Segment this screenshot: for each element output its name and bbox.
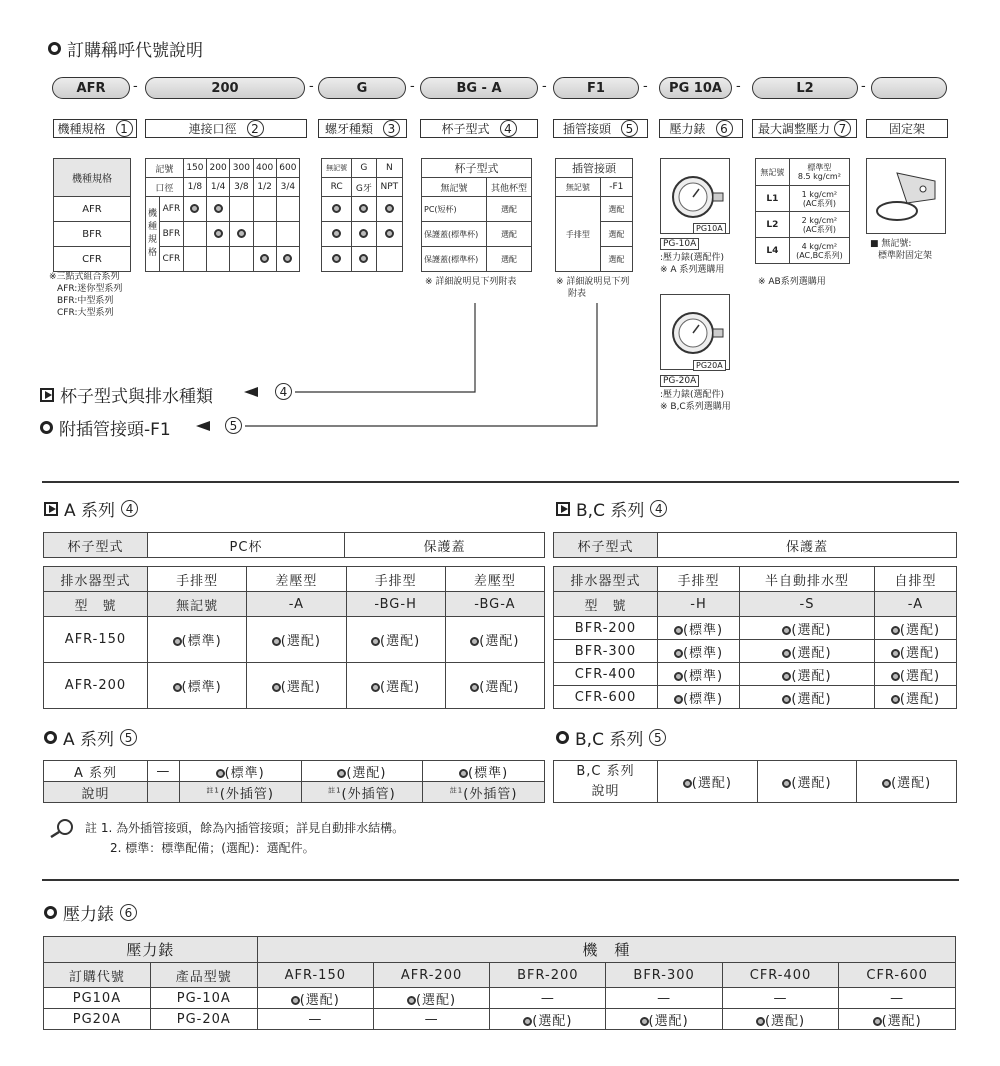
table-cell: — bbox=[148, 761, 180, 782]
table-cell: (選配) bbox=[299, 992, 340, 1008]
table-cell: (選配) bbox=[346, 765, 387, 781]
fitting-cell: 選配 bbox=[600, 197, 632, 222]
port-cell: 1/4 bbox=[207, 178, 230, 197]
table-header: 手排型 bbox=[148, 567, 247, 592]
note-line: ※ A 系列選購用 bbox=[660, 265, 725, 275]
bowl-title: 杯子型式 bbox=[422, 159, 532, 178]
dot-icon bbox=[674, 672, 683, 681]
table-header: 型 號 bbox=[44, 592, 148, 617]
table-cell: (外插管) bbox=[341, 786, 396, 802]
pressure-code: L1 bbox=[756, 186, 790, 212]
table-cell: (標準) bbox=[682, 645, 724, 661]
dot-icon bbox=[371, 637, 380, 646]
dot-icon bbox=[882, 779, 891, 788]
dot-icon bbox=[523, 1017, 532, 1026]
code-pill-gauge: PG 10A bbox=[659, 77, 732, 99]
table-header: 機 種 bbox=[257, 937, 955, 963]
note-line: ※ 詳細說明見下列 bbox=[556, 277, 630, 287]
port-cell: 300 bbox=[230, 159, 253, 178]
gauge-pg20a-tag: PG-20A bbox=[660, 375, 699, 387]
series-a5-title bbox=[44, 725, 137, 750]
dot-icon bbox=[674, 695, 683, 704]
table-cell: — bbox=[373, 1009, 489, 1030]
table-cell: BFR-300 bbox=[554, 640, 658, 663]
label-number: 1 bbox=[116, 120, 133, 137]
note-line: 附表 bbox=[568, 289, 587, 299]
table-header: CFR-400 bbox=[722, 963, 839, 988]
note-line: BFR:中型系列 bbox=[57, 296, 114, 306]
dot-icon bbox=[891, 672, 900, 681]
section-number: 4 bbox=[121, 500, 138, 517]
code-pill-pressure: L2 bbox=[752, 77, 858, 99]
model-header: 機種規格 bbox=[54, 159, 131, 197]
circle-bullet-icon bbox=[40, 421, 53, 434]
note-line: :壓力錶(選配件) bbox=[660, 390, 725, 400]
table-header: 訂購代號 bbox=[44, 963, 151, 988]
model-cell: CFR bbox=[54, 247, 131, 272]
table-header: -A bbox=[247, 592, 346, 617]
table-header: 手排型 bbox=[346, 567, 445, 592]
table-cell: (標準) bbox=[181, 680, 222, 695]
label-text: 壓力錶 bbox=[669, 122, 706, 136]
label-text: 最大調整壓力 bbox=[757, 122, 830, 136]
thread-cell: RC bbox=[322, 178, 352, 197]
series-a4-table bbox=[43, 566, 545, 709]
thread-cell: 無記號 bbox=[322, 159, 352, 178]
table-header: 半自動排水型 bbox=[740, 567, 875, 592]
series-a5-table bbox=[43, 760, 545, 803]
dot-icon bbox=[756, 1017, 765, 1026]
series-bc5-title bbox=[556, 725, 666, 750]
table-cell: PG-10A bbox=[150, 988, 257, 1009]
page-title: 訂購稱呼代號說明 bbox=[67, 41, 203, 61]
code-pill-model: AFR bbox=[52, 77, 130, 99]
dot-icon bbox=[674, 649, 683, 658]
dash: - bbox=[643, 79, 648, 94]
fitting-side: 手排型 bbox=[556, 197, 601, 272]
table-header: AFR-200 bbox=[373, 963, 489, 988]
code-pill-thread: G bbox=[318, 77, 406, 99]
series-bc4-table bbox=[553, 566, 957, 709]
divider bbox=[42, 879, 959, 881]
table-cell: — bbox=[839, 988, 956, 1009]
section-title: A 系列 bbox=[63, 730, 115, 750]
table-cell: BFR-200 bbox=[554, 617, 658, 640]
table-header: BFR-200 bbox=[490, 963, 606, 988]
table-header: 自排型 bbox=[874, 567, 956, 592]
table-header: -BG-H bbox=[346, 592, 445, 617]
pressure-code: L4 bbox=[756, 238, 790, 264]
section-number: 5 bbox=[649, 729, 666, 746]
table-cell: (標準) bbox=[682, 668, 724, 684]
table-cell: (選配) bbox=[380, 634, 421, 649]
label-number: 6 bbox=[716, 120, 733, 137]
note-line: 註 1. 為外插管接頭，餘為內插管接頭；詳見自動排水結構。 bbox=[85, 821, 405, 835]
table-cell bbox=[148, 782, 180, 803]
table-cell: (外插管) bbox=[219, 786, 274, 802]
table-cell: (選配) bbox=[881, 1013, 922, 1029]
footnote-mark: 註1 bbox=[449, 786, 464, 795]
dot-icon bbox=[173, 683, 182, 692]
dot-icon bbox=[891, 626, 900, 635]
table-header: -S bbox=[740, 592, 875, 617]
port-cell: 600 bbox=[276, 159, 299, 178]
table-header: BFR-300 bbox=[606, 963, 722, 988]
table-cell: (選配) bbox=[899, 645, 941, 661]
table-row bbox=[44, 1009, 956, 1030]
table-cell: B,C 系列 bbox=[576, 763, 635, 779]
table-cell: (選配) bbox=[280, 634, 321, 649]
dash: - bbox=[736, 79, 741, 94]
table-cell: (選配) bbox=[479, 680, 520, 695]
table-cell: A 系列 bbox=[44, 761, 148, 782]
table-cell: PG-20A bbox=[150, 1009, 257, 1030]
table-cell: PG10A bbox=[44, 988, 151, 1009]
port-row-label: BFR bbox=[160, 222, 184, 247]
table-cell: (選配) bbox=[891, 776, 932, 791]
dot-icon bbox=[371, 683, 380, 692]
table-cell: (選配) bbox=[791, 645, 832, 661]
table-header: 產品型號 bbox=[150, 963, 257, 988]
table-cell: (選配) bbox=[280, 680, 321, 695]
dot-icon bbox=[683, 779, 692, 788]
triangle-bullet-icon bbox=[44, 502, 58, 516]
pressure-cell: 8.5 kg/cm² bbox=[797, 172, 841, 181]
table-header: -A bbox=[874, 592, 956, 617]
table-cell: — bbox=[606, 988, 722, 1009]
note-line: CFR:大型系列 bbox=[57, 308, 114, 318]
dot-icon bbox=[470, 683, 479, 692]
link-fitting bbox=[40, 415, 171, 440]
dot-icon bbox=[337, 769, 346, 778]
section-title: B,C 系列 bbox=[575, 730, 644, 750]
note-line: ※ B,C系列選購用 bbox=[660, 402, 731, 412]
port-cell: 口徑 bbox=[146, 178, 184, 197]
dot-icon bbox=[407, 996, 416, 1005]
table-header: -H bbox=[658, 592, 740, 617]
table-header: CFR-600 bbox=[839, 963, 956, 988]
bowl-cell: 選配 bbox=[487, 247, 532, 272]
dot-icon bbox=[891, 695, 900, 704]
fitting-cell: 選配 bbox=[600, 222, 632, 247]
dash: - bbox=[861, 79, 866, 94]
table-header: 無記號 bbox=[148, 592, 247, 617]
link-bowl-drain bbox=[40, 382, 213, 407]
fitting-cell: -F1 bbox=[600, 178, 632, 197]
pressure-cell: (AC系列) bbox=[802, 198, 836, 208]
link-title: 杯子型式與排水種類 bbox=[60, 387, 213, 407]
bowl-cell: 保護蓋(標準杯) bbox=[422, 247, 487, 272]
connector-lines bbox=[0, 0, 1000, 440]
footnotes bbox=[47, 818, 404, 858]
fitting-cell: 選配 bbox=[600, 247, 632, 272]
table-header: 差壓型 bbox=[247, 567, 346, 592]
table-header: 排水器型式 bbox=[554, 567, 658, 592]
series-a4-top-table bbox=[43, 532, 545, 558]
label-number: 5 bbox=[621, 120, 638, 137]
link-number: 5 bbox=[225, 417, 242, 434]
table-cell: (標準) bbox=[468, 765, 509, 781]
table-row bbox=[554, 686, 957, 709]
bowl-cell: PC(短杯) bbox=[422, 197, 487, 222]
fitting-cell: 無記號 bbox=[556, 178, 601, 197]
dash: - bbox=[133, 79, 138, 94]
thread-cell: N bbox=[376, 159, 402, 178]
pressure-cell: 2 kg/cm² bbox=[801, 215, 838, 225]
note-line: ■ 無記號: bbox=[870, 239, 912, 249]
port-cell: 1/2 bbox=[253, 178, 276, 197]
dot-icon bbox=[216, 769, 225, 778]
series-a4-title bbox=[44, 496, 138, 521]
link-title: 附插管接頭-F1 bbox=[59, 420, 171, 440]
table-header: 差壓型 bbox=[445, 567, 544, 592]
table-cell: (選配) bbox=[532, 1013, 573, 1029]
footnote-mark: 註1 bbox=[206, 786, 220, 795]
series-bc5-table bbox=[553, 760, 957, 803]
table-cell: (選配) bbox=[899, 691, 941, 707]
dot-icon bbox=[873, 1017, 882, 1026]
pressure-cell: 標準型 bbox=[807, 163, 832, 172]
dot-icon bbox=[674, 626, 683, 635]
label-number: 2 bbox=[247, 120, 264, 137]
table-cell: (選配) bbox=[791, 691, 832, 707]
section-title: A 系列 bbox=[64, 501, 116, 521]
pressure-cell: 無記號 bbox=[756, 159, 790, 186]
table-cell: CFR-600 bbox=[554, 686, 658, 709]
gauge-pg20a-caption: PG20A bbox=[693, 360, 726, 371]
fitting-title: 插管接頭 bbox=[556, 159, 633, 178]
bowl-cell: 選配 bbox=[487, 222, 532, 247]
table-cell: (選配) bbox=[764, 1013, 806, 1029]
label-number: 4 bbox=[500, 120, 517, 137]
table-cell: (外插管) bbox=[463, 786, 518, 802]
series-bc4-title bbox=[556, 496, 667, 521]
section-title: 壓力錶 bbox=[63, 905, 114, 925]
note-line: 標準附固定架 bbox=[878, 251, 933, 261]
dot-icon bbox=[272, 637, 281, 646]
table-header: AFR-150 bbox=[257, 963, 373, 988]
dot-icon bbox=[173, 637, 182, 646]
table-cell: (選配) bbox=[479, 634, 520, 649]
bowl-cell: 選配 bbox=[487, 197, 532, 222]
table-row bbox=[44, 617, 545, 663]
gauge-table bbox=[43, 936, 956, 1030]
table-cell: (選配) bbox=[380, 680, 421, 695]
section-number: 6 bbox=[120, 904, 137, 921]
label-number: 3 bbox=[383, 120, 400, 137]
port-cell: 400 bbox=[253, 159, 276, 178]
dash: - bbox=[410, 79, 415, 94]
table-cell: (標準) bbox=[224, 765, 265, 781]
table-cell: 杯子型式 bbox=[44, 533, 148, 558]
triangle-bullet-icon bbox=[556, 502, 570, 516]
dash: - bbox=[309, 79, 314, 94]
table-cell: (選配) bbox=[899, 622, 941, 638]
section-number: 5 bbox=[120, 729, 137, 746]
dot-icon bbox=[291, 996, 300, 1005]
pressure-cell: (AC,BC系列) bbox=[796, 250, 843, 260]
port-cell: 3/8 bbox=[230, 178, 253, 197]
port-cell: 1/8 bbox=[183, 178, 206, 197]
table-cell: — bbox=[722, 988, 839, 1009]
note-line: ※三點式組合系列 bbox=[49, 272, 120, 282]
table-cell: AFR-200 bbox=[44, 663, 148, 709]
table-cell: 杯子型式 bbox=[554, 533, 658, 558]
table-cell: (選配) bbox=[691, 776, 732, 791]
pressure-note: ※ AB系列選購用 bbox=[758, 277, 826, 287]
link-number: 4 bbox=[275, 383, 292, 400]
note-line: :壓力錶(選配件) bbox=[660, 253, 725, 263]
table-cell: — bbox=[490, 988, 606, 1009]
port-side-label: 機種規格 bbox=[146, 197, 160, 272]
table-cell: 保護蓋 bbox=[658, 533, 957, 558]
model-cell: BFR bbox=[54, 222, 131, 247]
dot-icon bbox=[640, 1017, 649, 1026]
table-cell: CFR-400 bbox=[554, 663, 658, 686]
label-text: 杯子型式 bbox=[441, 122, 490, 136]
series-bc4-top-table bbox=[553, 532, 957, 558]
pressure-cell: (AC系列) bbox=[802, 224, 836, 234]
bowl-note: ※ 詳細說明見下列附表 bbox=[425, 277, 517, 287]
code-pill-bowl: BG - A bbox=[420, 77, 538, 99]
dot-icon bbox=[470, 637, 479, 646]
circle-bullet-icon bbox=[44, 906, 57, 919]
table-cell: 說明 bbox=[591, 783, 620, 799]
section-number: 4 bbox=[650, 500, 667, 517]
table-row bbox=[44, 988, 956, 1009]
table-cell: AFR-150 bbox=[44, 617, 148, 663]
table-cell: (選配) bbox=[648, 1013, 689, 1029]
section-title: B,C 系列 bbox=[576, 501, 645, 521]
table-cell: 保護蓋 bbox=[345, 533, 545, 558]
note-line: 2. 標準：標準配備；(選配)：選配件。 bbox=[110, 841, 315, 855]
code-pill-fitting: F1 bbox=[553, 77, 639, 99]
thread-cell: NPT bbox=[376, 178, 402, 197]
table-cell: PG20A bbox=[44, 1009, 151, 1030]
table-header: 壓力錶 bbox=[44, 937, 258, 963]
table-row bbox=[554, 640, 957, 663]
table-cell: (選配) bbox=[415, 992, 457, 1008]
table-cell: (選配) bbox=[899, 668, 941, 684]
thread-cell: G bbox=[352, 159, 376, 178]
table-row bbox=[554, 617, 957, 640]
label-text: 機種規格 bbox=[57, 122, 106, 136]
port-cell: 200 bbox=[207, 159, 230, 178]
table-header: 排水器型式 bbox=[44, 567, 148, 592]
table-row bbox=[554, 663, 957, 686]
table-row bbox=[44, 663, 545, 709]
circle-bullet-icon bbox=[44, 731, 57, 744]
dot-icon bbox=[459, 769, 468, 778]
dash: - bbox=[542, 79, 547, 94]
table-cell: (標準) bbox=[181, 634, 222, 649]
label-text: 連接口徑 bbox=[188, 122, 237, 136]
code-pill-port: 200 bbox=[145, 77, 305, 99]
gauge-pg10a-tag: PG-10A bbox=[660, 238, 699, 250]
table-cell: PC杯 bbox=[148, 533, 345, 558]
label-number: 7 bbox=[834, 120, 851, 137]
bowl-cell: 無記號 bbox=[422, 178, 487, 197]
table-cell: (標準) bbox=[682, 622, 724, 638]
footnote-mark: 註1 bbox=[328, 786, 342, 795]
dot-icon bbox=[891, 649, 900, 658]
thread-cell: G牙 bbox=[352, 178, 376, 197]
table-cell: (標準) bbox=[682, 691, 724, 707]
note-line: AFR:迷你型系列 bbox=[57, 284, 123, 294]
port-row-label: AFR bbox=[160, 197, 184, 222]
triangle-bullet-icon bbox=[40, 388, 54, 402]
table-cell: 說明 bbox=[44, 782, 148, 803]
table-header: -BG-A bbox=[445, 592, 544, 617]
magnifier-icon bbox=[47, 818, 77, 838]
dot-icon bbox=[272, 683, 281, 692]
divider bbox=[42, 481, 959, 483]
table-cell: (選配) bbox=[791, 776, 832, 791]
port-cell: 150 bbox=[183, 159, 206, 178]
model-cell: AFR bbox=[54, 197, 131, 222]
table-cell: — bbox=[257, 1009, 373, 1030]
port-row-label: CFR bbox=[160, 247, 184, 272]
port-cell: 記號 bbox=[146, 159, 184, 178]
gauge-pg10a-caption: PG10A bbox=[693, 223, 726, 234]
table-header: 手排型 bbox=[658, 567, 740, 592]
port-cell: 3/4 bbox=[276, 178, 299, 197]
bowl-cell: 保護蓋(標準杯) bbox=[422, 222, 487, 247]
label-text: 插管接頭 bbox=[562, 122, 611, 136]
gauge-section-title bbox=[44, 900, 137, 925]
bowl-cell: 其他杯型 bbox=[487, 178, 532, 197]
table-cell: (選配) bbox=[791, 622, 832, 638]
circle-bullet-icon bbox=[556, 731, 569, 744]
label-text: 固定架 bbox=[888, 122, 925, 136]
pressure-cell: 4 kg/cm² bbox=[801, 241, 838, 251]
pressure-code: L2 bbox=[756, 212, 790, 238]
table-header: 型 號 bbox=[554, 592, 658, 617]
label-text: 螺牙種類 bbox=[324, 122, 373, 136]
table-cell: (選配) bbox=[791, 668, 832, 684]
pressure-cell: 1 kg/cm² bbox=[801, 189, 838, 199]
